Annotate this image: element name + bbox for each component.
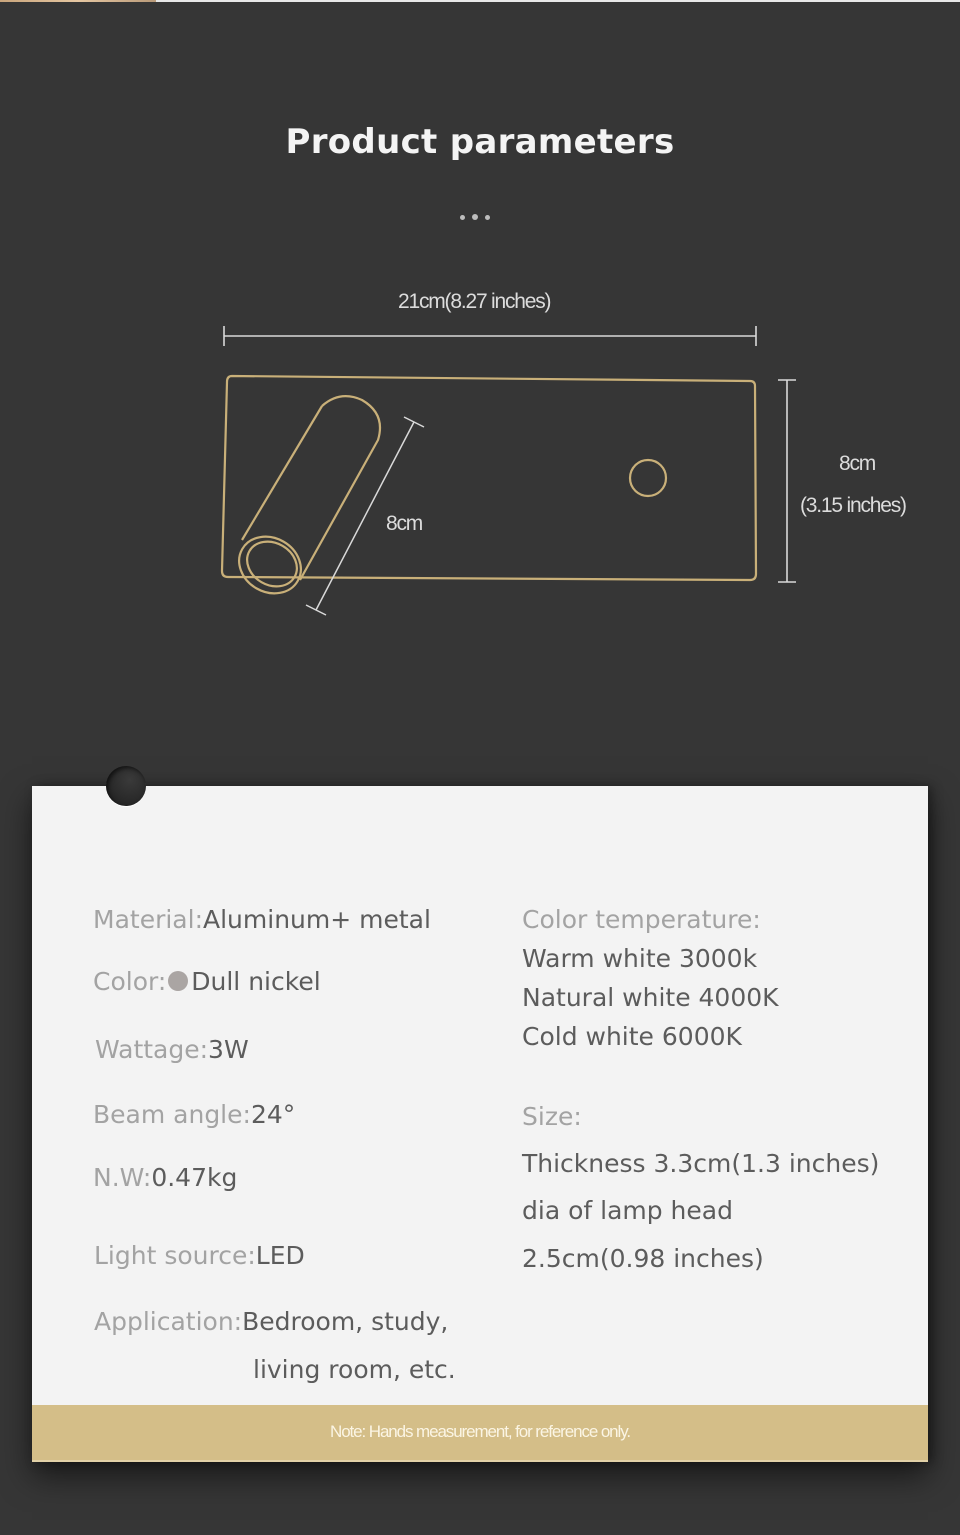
width-dimension-line [224,326,756,346]
width-dimension-label: 21cm(8.27 inches) [398,290,551,313]
title-divider-dots [460,214,490,220]
spec-value: 0.47kg [151,1163,238,1192]
page-title: Product parameters [285,122,675,162]
spec-label: N.W: [93,1163,152,1192]
divider-dot [485,215,490,220]
spec-value: living room, etc. [253,1355,456,1384]
color-temperature-option: Warm white 3000k [522,944,758,973]
spec-label: Wattage: [95,1035,209,1064]
spec-light-source [94,1241,305,1270]
wall-plate-outline [222,376,756,580]
size-line: Thickness 3.3cm(1.3 inches) [522,1149,880,1178]
color-temperature-option: Natural white 4000K [522,983,779,1012]
spec-net-weight [93,1163,237,1192]
spec-application-line2 [253,1355,456,1384]
spec-value: LED [255,1241,305,1270]
card-punch-hole [106,766,146,806]
spec-label: Light source: [94,1241,256,1270]
height-label-cm: 8cm [839,452,876,475]
height-label-inches: (3.15 inches) [800,494,906,517]
spec-material [93,905,431,934]
color-temperature-label: Color temperature: [522,905,761,934]
divider-dot [460,215,465,220]
size-label: Size: [522,1102,582,1131]
spec-value: 3W [208,1035,249,1064]
size-line: dia of lamp head [522,1196,733,1225]
spec-wattage [95,1035,249,1064]
spec-color [93,967,321,996]
spec-label: Beam angle: [93,1100,251,1129]
lamp-outline-drawing [0,280,960,640]
spec-beam-angle [93,1100,295,1129]
spec-application [94,1307,448,1336]
spec-label: Application: [94,1307,243,1336]
top-strip-accent [0,0,156,2]
lamp-head-outline [229,396,380,604]
spec-value: 24° [250,1100,296,1129]
color-temperature-option: Cold white 6000K [522,1022,742,1051]
measurement-note: Note: Hands measurement, for reference only. [330,1422,630,1441]
color-swatch-icon [168,971,188,991]
spec-value: Aluminum+ metal [203,905,431,934]
arm-length-label: 8cm [386,512,423,535]
spec-value: Bedroom, study, [242,1307,449,1336]
switch-button-outline [630,460,666,496]
spec-label: Color: [93,967,167,996]
spec-value: Dull nickel [191,967,321,996]
footer-note-bar [32,1405,928,1462]
spec-label: Material: [93,905,203,934]
divider-dot [472,214,478,220]
height-dimension-line [778,380,796,582]
size-line: 2.5cm(0.98 inches) [522,1244,764,1273]
